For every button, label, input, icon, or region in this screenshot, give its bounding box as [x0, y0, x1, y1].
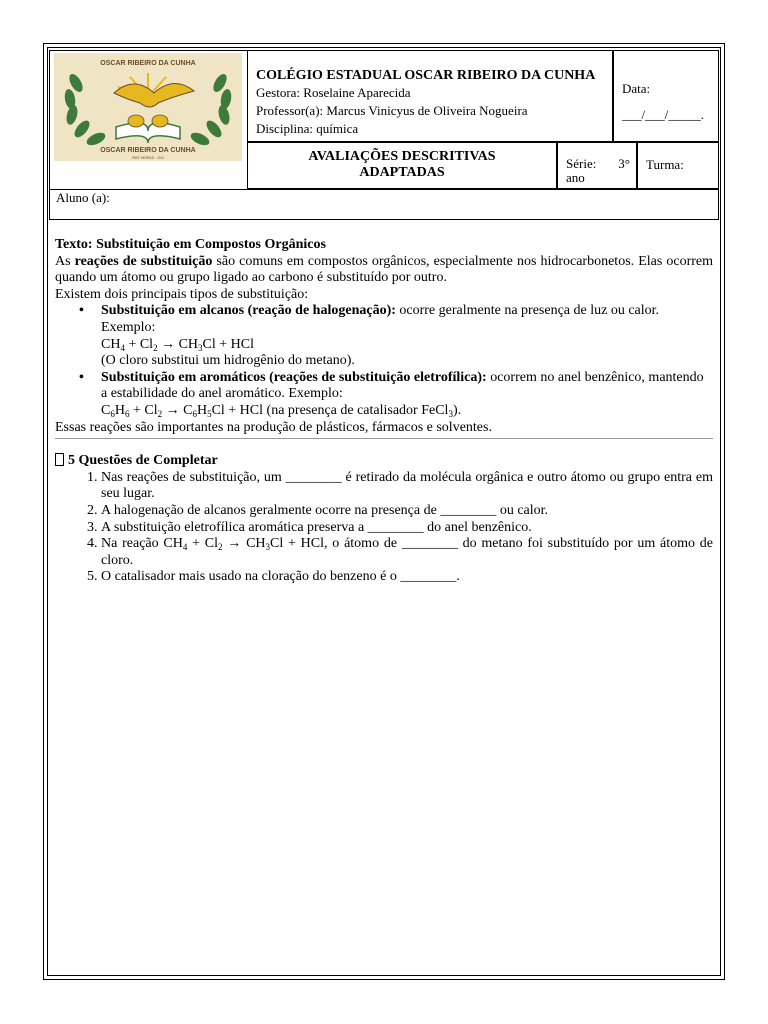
- date-blank[interactable]: ___/___/_____.: [622, 107, 704, 122]
- closing-paragraph: Essas reações são importantes na produção de plásticos, fármacos e solventes.: [55, 419, 492, 435]
- student-name-cell[interactable]: [49, 189, 719, 220]
- substitution-types-list: [55, 303, 713, 419]
- intro-pre: As: [55, 253, 75, 269]
- equation-aromatic: $C_6H_6 + Cl_2 \to C_6H_5Cl$ + HCl: [101, 402, 264, 419]
- item2-note: (na presença de catalisador FeCl: [263, 402, 449, 418]
- content-body: [55, 237, 713, 586]
- logo-bottom-text: OSCAR RIBEIRO DA CUNHA: [100, 147, 196, 154]
- serie-label: Série:: [566, 156, 597, 171]
- text-title: Texto: Substituição em Compostos Orgânicos: [55, 237, 326, 252]
- intro-post: são comuns em compostos orgânicos, especialmente nos hidrocarbonetos. Elas ocorrem quando um átomo ou grupo ligado ao carbono é substituído por outro.: [55, 253, 714, 286]
- aluno-label: Aluno (a):: [56, 190, 110, 205]
- evaluation-title-line1: AVALIAÇÕES DESCRITIVAS: [308, 149, 496, 164]
- professor-line: Professor(a): Marcus Vinicyus de Oliveira Nogueira: [256, 103, 528, 118]
- question-item[interactable]: 1. Nas reações de substituição, um ________ é retirado da molécula orgânica e outro átomo ou grupo entra em seu lugar.: [101, 470, 713, 503]
- question-item[interactable]: 3. A substituição eletrofílica aromática preserva a ________ do anel benzênico.: [101, 520, 713, 537]
- list-item: [101, 303, 713, 369]
- turma-label: Turma:: [646, 157, 684, 172]
- intro-bold: reações de substituição: [74, 253, 213, 269]
- date-cell: [613, 50, 719, 142]
- logo-city-text: RIO VERDE - GO: [132, 155, 164, 160]
- item2-bold: Substituição em aromáticos (reações de substituição eletrofílica):: [101, 369, 487, 385]
- question-item[interactable]: 4. Na reação $CH_4 + Cl_2 \to CH_3Cl$ + HCl, o átomo de ________ do metano foi substituído por um átomo de cloro.: [101, 536, 713, 569]
- logo-top-text: OSCAR RIBEIRO DA CUNHA: [100, 60, 196, 67]
- school-info-cell: [247, 50, 613, 142]
- gestora-line: Gestora: Roselaine Aparecida: [256, 85, 411, 100]
- serie-cell: [557, 142, 637, 189]
- serie-value: 3°: [618, 156, 630, 171]
- questions-heading: 5 Questões de Completar: [55, 453, 713, 470]
- disciplina-line: Disciplina: química: [256, 121, 359, 136]
- item1-bold: Substituição em alcanos (reação de halogenação):: [101, 303, 396, 319]
- evaluation-title-cell: [247, 142, 557, 189]
- turma-cell[interactable]: [637, 142, 719, 189]
- evaluation-title-line2: ADAPTADAS: [359, 165, 445, 180]
- intro-paragraph: [55, 254, 713, 287]
- questions-list: [55, 470, 713, 586]
- school-name: COLÉGIO ESTADUAL OSCAR RIBEIRO DA CUNHA: [256, 68, 596, 83]
- date-label: Data:: [622, 81, 651, 96]
- question-item[interactable]: 2. A halogenação de alcanos geralmente ocorre na presença de ________ ou calor.: [101, 503, 713, 520]
- item1-text: ocorre geralmente na presença de luz ou calor. Exemplo:: [101, 303, 660, 335]
- missing-glyph-icon: [55, 453, 64, 466]
- item2-text: ocorrem no anel benzênico, mantendo a estabilidade do anel aromático. Exemplo:: [101, 369, 704, 402]
- list-item: • Substituição em aromáticos (reações de substituição eletrofílica): ocorrem no anel benzênico, mantendo a estabilidade do anel aromático. Exemplo: $C_6H_6 + Cl_2 \to C_6H_5Cl$ + HCl (na presença de catalisador FeCl$_3$).: [101, 370, 713, 420]
- school-logo: [54, 53, 242, 161]
- item1-note: (O cloro substitui um hidrogênio do metano).: [101, 353, 355, 369]
- header-table: [49, 50, 719, 220]
- serie-unit: ano: [566, 170, 585, 185]
- logo-cell: [49, 50, 247, 189]
- types-intro: Existem dois principais tipos de substituição:: [55, 286, 309, 302]
- section-divider: [55, 438, 713, 439]
- equation-halogenation: $CH_4 + Cl_2 \to CH_3Cl$ + HCl: [101, 336, 254, 353]
- question-item[interactable]: 5. O catalisador mais usado na cloração do benzeno é o ________.: [101, 569, 713, 586]
